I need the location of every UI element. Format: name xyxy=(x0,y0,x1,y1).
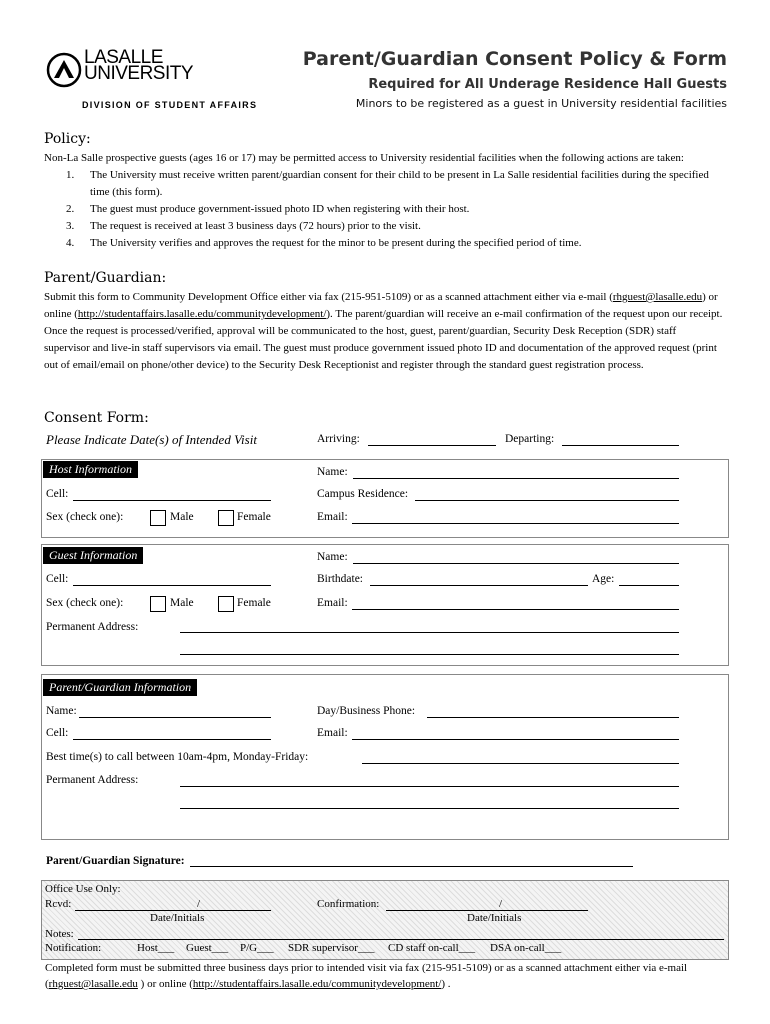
office-confirmation-slash: / xyxy=(499,898,503,910)
office-heading: Office Use Only: xyxy=(45,883,121,895)
dates-label: Please Indicate Date(s) of Intended Visit xyxy=(46,432,257,447)
arriving-label: Arriving: xyxy=(317,433,360,445)
host-female-checkbox[interactable] xyxy=(218,510,234,526)
guest-female-checkbox[interactable] xyxy=(218,596,234,612)
page-subtitle: Required for All Underage Residence Hall Guests xyxy=(368,77,727,92)
policy-item: 3. The request is received at least 3 business days (72 hours) prior to the visit. xyxy=(66,220,421,232)
office-confirmation-field[interactable] xyxy=(386,910,588,911)
departing-label: Departing: xyxy=(505,433,555,445)
page-subline: Minors to be registered as a guest in University residential facilities xyxy=(355,97,727,110)
consent-heading: Consent Form: xyxy=(44,410,149,426)
footer-website-link[interactable]: http://studentaffairs.lasalle.edu/communitydevelopment/ xyxy=(192,978,442,990)
guest-address-label: Permanent Address: xyxy=(46,621,139,633)
notify-guest[interactable]: Guest___ xyxy=(186,942,229,954)
guest-age-label: Age: xyxy=(592,573,615,585)
guardian-cell-field[interactable] xyxy=(73,739,271,740)
parent-heading: Parent/Guardian: xyxy=(44,270,167,286)
guest-tag: Guest Information xyxy=(43,547,143,564)
host-male-label: Male xyxy=(170,511,194,523)
host-cell-label: Cell: xyxy=(46,488,69,500)
guest-name-field[interactable] xyxy=(353,563,679,564)
guardian-phone-field[interactable] xyxy=(427,717,679,718)
guest-email-label: Email: xyxy=(317,597,348,609)
host-sex-label: Sex (check one): xyxy=(46,511,124,523)
guardian-address-line2[interactable] xyxy=(180,808,679,809)
policy-section xyxy=(44,150,724,252)
guest-address-line1[interactable] xyxy=(180,632,679,633)
host-tag: Host Information xyxy=(43,461,138,478)
page-title: Parent/Guardian Consent Policy & Form xyxy=(302,48,727,70)
guardian-phone-label: Day/Business Phone: xyxy=(317,705,416,717)
host-name-label: Name: xyxy=(317,466,348,478)
office-notes-field[interactable] xyxy=(78,939,724,940)
policy-item: 1. The University must receive written parent/guardian consent for their child to be present in La Salle residential facilities during the specified time (this form). xyxy=(66,169,709,198)
policy-intro: Non-La Salle prospective guests (ages 16 or 17) may be permitted access to University residential facilities when the following actions are taken: xyxy=(44,152,684,164)
guardian-email-field[interactable] xyxy=(352,739,679,740)
footer-email-link[interactable]: rhguest@lasalle.edu xyxy=(48,978,138,990)
guardian-name-field[interactable] xyxy=(79,717,271,718)
arriving-field[interactable] xyxy=(368,445,496,446)
guardian-email-label: Email: xyxy=(317,727,348,739)
office-confirmation-label: Confirmation: xyxy=(317,898,380,910)
division-label: DIVISION OF STUDENT AFFAIRS xyxy=(82,100,258,110)
guest-address-line2[interactable] xyxy=(180,654,679,655)
signature-field[interactable] xyxy=(190,866,633,867)
host-email-label: Email: xyxy=(317,511,348,523)
office-rcvd-label: Rcvd: xyxy=(45,898,72,910)
office-rcvd-slash: / xyxy=(197,898,201,910)
notify-host[interactable]: Host___ xyxy=(137,942,175,954)
office-notes-label: Notes: xyxy=(45,928,74,940)
departing-field[interactable] xyxy=(562,445,679,446)
office-notification-label: Notification: xyxy=(45,942,102,954)
guest-sex-label: Sex (check one): xyxy=(46,597,124,609)
office-confirmation-caption: Date/Initials xyxy=(467,912,522,924)
footer-note: Completed form must be submitted three business days prior to intended visit via fax (215-951-5109) or as a scanned attachment either via e-mail (rhguest@lasalle.edu ) or online (http://studentaffairs.lasalle.edu/communitydevelopment/) . xyxy=(45,962,688,990)
policy-list xyxy=(44,167,724,252)
guest-male-label: Male xyxy=(170,597,194,609)
policy-heading: Policy: xyxy=(44,131,91,147)
guest-female-label: Female xyxy=(237,597,271,609)
notify-sdr[interactable]: SDR supervisor___ xyxy=(288,942,375,954)
office-rcvd-caption: Date/Initials xyxy=(150,912,205,924)
guest-male-checkbox[interactable] xyxy=(150,596,166,612)
guardian-besttime-label: Best time(s) to call between 10am-4pm, Monday-Friday: xyxy=(46,751,309,763)
host-cell-field[interactable] xyxy=(73,500,271,501)
notify-dsa[interactable]: DSA on-call___ xyxy=(490,942,562,954)
logo-line2: UNIVERSITY xyxy=(84,63,194,84)
host-email-field[interactable] xyxy=(352,523,679,524)
guardian-tag: Parent/Guardian Information xyxy=(43,679,197,696)
guest-age-field[interactable] xyxy=(619,585,679,586)
logo-line1: LASALLE xyxy=(84,47,163,68)
policy-item: 2. The guest must produce government-issued photo ID when registering with their host. xyxy=(66,203,470,215)
guest-birthdate-field[interactable] xyxy=(370,585,588,586)
website-link[interactable]: http://studentaffairs.lasalle.edu/communitydevelopment/ xyxy=(77,308,327,320)
university-seal-icon xyxy=(46,52,82,88)
guest-cell-label: Cell: xyxy=(46,573,69,585)
signature-label: Parent/Guardian Signature: xyxy=(46,855,185,867)
parent-paragraph: Submit this form to Community Development Office either via fax (215-951-5109) or as a scanned attachment either via e-mail (rhguest@lasalle.edu) or online (http://studentaffairs.lasalle.edu/communitydevelopment/). The parent/guardian will receive an e-mail confirmation of the request upon our receipt. Once the request is processed/verified, approval will be communicated to the host, guest, parent/guardian, Security Desk Reception (SDR) staff supervisor and live-in staff supervisors via email. The guest must produce government issued photo ID and documentation of the approved request (print out of email/email on phone/other device) to the Security Desk Receptionist and register through the standard guest registration process. xyxy=(44,291,723,371)
policy-item: 4. The University verifies and approves the request for the minor to be present during the specified period of time. xyxy=(66,237,582,249)
guardian-address-label: Permanent Address: xyxy=(46,774,139,786)
guardian-besttime-field[interactable] xyxy=(362,763,679,764)
guest-email-field[interactable] xyxy=(352,609,679,610)
guest-cell-field[interactable] xyxy=(73,585,271,586)
notify-pg[interactable]: P/G___ xyxy=(240,942,274,954)
host-female-label: Female xyxy=(237,511,271,523)
guardian-name-label: Name: xyxy=(46,705,77,717)
guest-birthdate-label: Birthdate: xyxy=(317,573,363,585)
host-campus-label: Campus Residence: xyxy=(317,488,409,500)
email-link[interactable]: rhguest@lasalle.edu xyxy=(612,291,703,303)
guardian-cell-label: Cell: xyxy=(46,727,69,739)
university-logo xyxy=(84,47,194,84)
host-name-field[interactable] xyxy=(353,478,679,479)
guardian-address-line1[interactable] xyxy=(180,786,679,787)
notify-cd[interactable]: CD staff on-call___ xyxy=(388,942,476,954)
guest-name-label: Name: xyxy=(317,551,348,563)
host-male-checkbox[interactable] xyxy=(150,510,166,526)
host-campus-field[interactable] xyxy=(415,500,679,501)
office-rcvd-field[interactable] xyxy=(75,910,271,911)
